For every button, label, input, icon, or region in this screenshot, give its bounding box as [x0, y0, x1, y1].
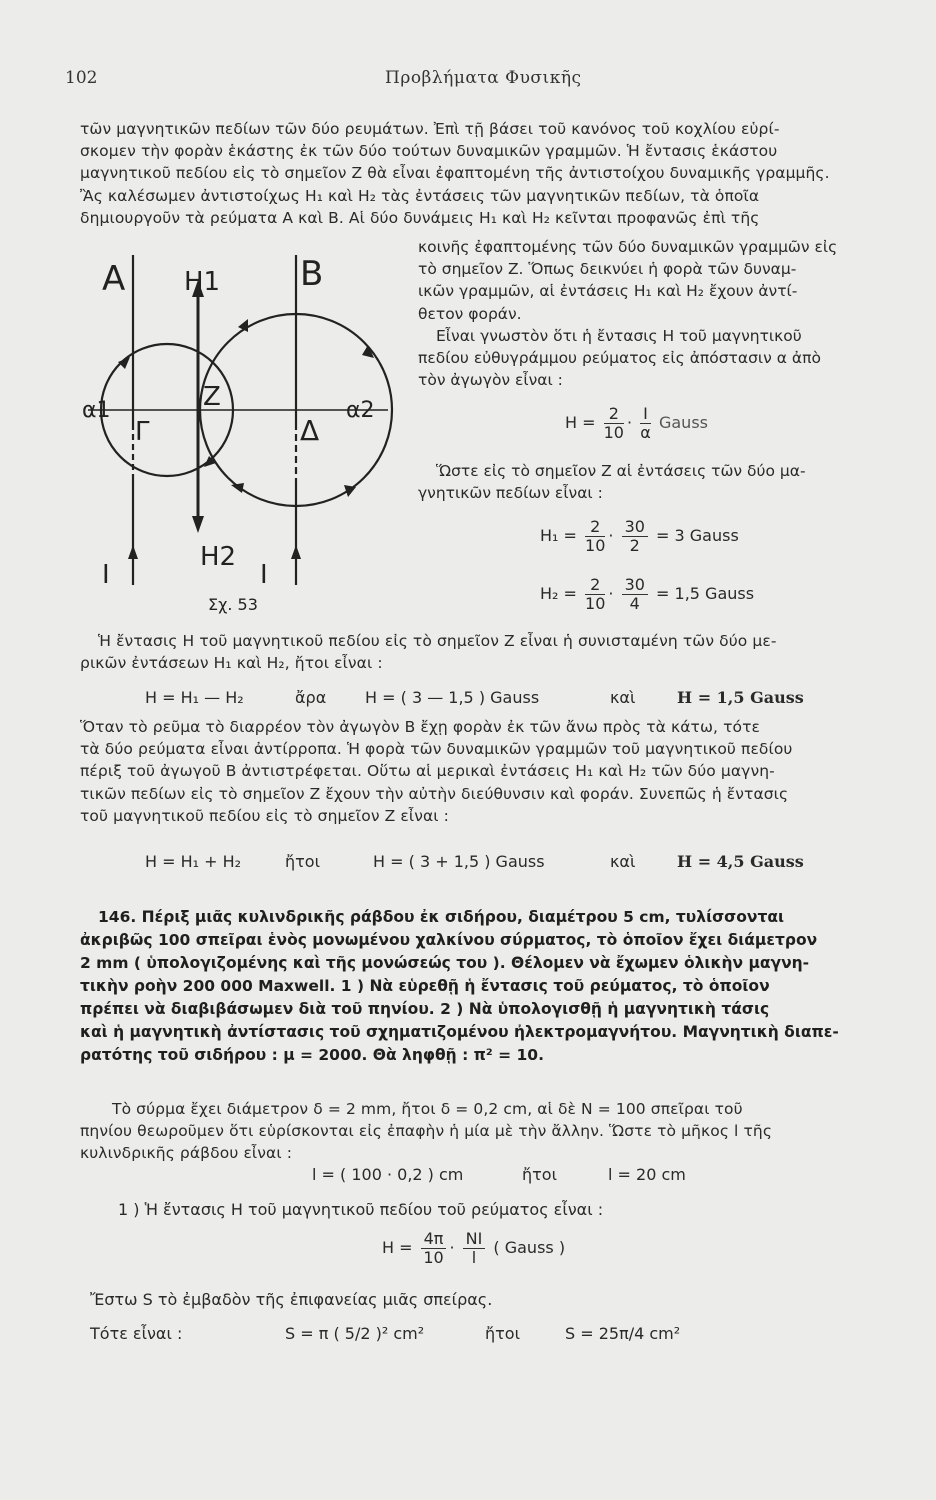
text-line: τικῶν πεδίων εἰς τὸ σημεῖον Ζ ἔχουν τὴν αὐτὴν διεύθυνσιν καὶ φοράν. Συνεπῶς ἡ ἔντασις: [80, 784, 789, 803]
fraction: $\frac{2}{10}$: [585, 517, 606, 555]
step-1: 1 ) Ἡ ἔντασις Η τοῦ μαγνητικοῦ πεδίου τοῦ ρεύματος εἶναι :: [118, 1200, 604, 1219]
running-title: Προβλήματα Φυσικῆς: [385, 68, 582, 88]
fraction: $\frac{30}{4}$: [622, 576, 648, 613]
text-line: ρικῶν ἐντάσεων H₁ καὶ H₂, ἤτοι εἶναι :: [80, 654, 383, 673]
paragraph-opposite-current: [80, 716, 880, 827]
text-line: Ἡ ἔντασις Η τοῦ μαγνητικοῦ πεδίου εἰς τὸ σημεῖον Ζ εἶναι ἡ συνισταμένη τῶν δύο με-: [98, 632, 777, 650]
fraction: $\frac{NI}{l}$: [463, 1230, 486, 1267]
text-line: τὰ δύο ρεύματα εἶναι ἀντίρροπα. Ἡ φορὰ τῶν δυναμικῶν γραμμῶν τοῦ μαγνητικοῦ πεδίου: [80, 740, 793, 759]
figure-caption: Σχ. 53: [208, 595, 258, 614]
intro-paragraph: [80, 118, 880, 229]
text-line: ἀκριβῶς 100 σπεῖραι ἑνὸς μονωμένου χαλκίνου σύρματος, τὸ ὁποῖον ἔχει διάμετρον: [80, 931, 818, 949]
text-line: πέριξ τοῦ ἀγωγοῦ Β ἀντιστρέφεται. Οὕτω αἱ μερικαὶ ἐντάσεις H₁ καὶ H₂ τῶν δύο μαγνη-: [80, 762, 775, 781]
text-line: Τὸ σύρμα ἔχει διάμετρον δ = 2 mm, ἤτοι δ = 0,2 cm, αἱ δὲ N = 100 σπεῖραι τοῦ: [112, 1100, 743, 1118]
text-line: πεδίου εὐθυγράμμου ρεύματος εἰς ἀπόστασιν α ἀπὸ: [418, 349, 821, 368]
text-line: ρατότης τοῦ σιδήρου : μ = 2000. Θὰ ληφθῇ : π² = 10.: [80, 1046, 544, 1064]
text-line: δημιουργοῦν τὰ ρεύματα Α καὶ Β. Αἱ δύο δυνάμεις H₁ καὶ H₂ κεῖνται προφανῶς ἐπὶ τῆς: [80, 208, 760, 227]
text-line: τὸν ἀγωγὸν εἶναι :: [418, 371, 563, 390]
formula-general: H = $\frac{2}{10}$ · $\frac{I}{\alpha}$ Gauss: [565, 404, 708, 442]
label-b: B: [300, 254, 324, 294]
fraction: $\frac{30}{2}$: [622, 518, 648, 555]
side-paragraph-2: [418, 460, 880, 504]
label-delta: Δ: [300, 414, 320, 447]
text-line: ικῶν γραμμῶν, αἱ ἐντάσεις H₁ καὶ H₂ ἔχουν ἀντί-: [418, 282, 798, 301]
fraction: $\frac{I}{\alpha}$: [640, 404, 651, 442]
text-line: τὸ σημεῖον Ζ. Ὅπως δεικνύει ἡ φορὰ τῶν δυναμ-: [418, 260, 797, 279]
text-line: 2 mm ( ὑπολογιζομένης καὶ τῆς μονώσεώς του ). Θέλομεν νὰ ἔχωμεν ὁλικὴν μαγνη-: [80, 954, 810, 972]
page-number: 102: [65, 68, 98, 88]
field-arrow-icon: [231, 483, 244, 493]
label-a2: α2: [346, 398, 375, 423]
label-a1: α1: [82, 398, 111, 423]
text-line: Ὅταν τὸ ρεῦμα τὸ διαρρέον τὸν ἀγωγὸν Β ἔχῃ φορὰν ἐκ τῶν ἄνω πρὸς τὰ κάτω, τότε: [80, 718, 761, 736]
text-line: τοῦ μαγνητικοῦ πεδίου εἰς τὸ σημεῖον Ζ εἶναι :: [80, 806, 449, 825]
h2-arrowhead-icon: [192, 516, 204, 533]
label-h1: H1: [184, 267, 221, 297]
label-gamma: Γ: [135, 417, 150, 447]
formula-h2: H₂ = $\frac{2}{10}$ · $\frac{30}{4}$ = 1,5 Gauss: [540, 575, 755, 613]
area-definition: Ἔστω S τὸ ἐμβαδὸν τῆς ἐπιφανείας μιᾶς σπείρας.: [90, 1290, 493, 1309]
equation-sum: H = H₁ + H₂ ἤτοι H = ( 3 + 1,5 ) Gauss καὶ H = 4,5 Gauss: [145, 852, 804, 871]
solution-paragraph: [80, 1098, 880, 1165]
paragraph-resultant: [80, 630, 880, 674]
label-i2: I: [260, 560, 268, 590]
label-i1: I: [102, 560, 110, 590]
text-line: πρέπει νὰ διαβιβάσωμεν διὰ τοῦ πηνίου. 2 ) Νὰ ὑπολογισθῇ ἡ μαγνητικὴ τάσις: [80, 1000, 770, 1018]
text-line: θετον φοράν.: [418, 304, 522, 323]
fraction: $\frac{4\pi}{10}$: [421, 1230, 447, 1267]
equation-length: l = ( 100 · 0,2 ) cm ἤτοι l = 20 cm: [312, 1165, 686, 1184]
text-line: τικὴν ροὴν 200 000 Maxwell. 1 ) Νὰ εὑρεθῇ ἡ ἔντασις τοῦ ρεύματος, τὸ ὁποῖον: [80, 977, 770, 995]
side-paragraph: [418, 236, 880, 391]
text-line: τῶν μαγνητικῶν πεδίων τῶν δύο ρευμάτων. Ἐπὶ τῇ βάσει τοῦ κανόνος τοῦ κοχλίου εὑρί-: [80, 120, 780, 138]
fraction: $\frac{2}{10}$: [603, 404, 624, 442]
text-line: κυλινδρικῆς ράβδου εἶναι :: [80, 1144, 293, 1163]
figure-53: [78, 245, 408, 625]
fraction: $\frac{2}{10}$: [585, 575, 606, 613]
text-line: Ἂς καλέσωμεν ἀντιστοίχως H₁ καὶ H₂ τὰς ἐντάσεις τῶν μαγνητικῶν πεδίων, τὰ ὁποῖα: [80, 186, 760, 205]
text-line: γνητικῶν πεδίων εἶναι :: [418, 484, 603, 503]
text-line: κοινῆς ἐφαπτομένης τῶν δύο δυναμικῶν γραμμῶν εἰς: [418, 238, 838, 256]
text-line: Εἶναι γνωστὸν ὅτι ἡ ἔντασις Η τοῦ μαγνητικοῦ: [436, 326, 802, 345]
formula-h1: H₁ = $\frac{2}{10}$ · $\frac{30}{2}$ = 3 Gauss: [540, 517, 739, 555]
equation-difference: H = H₁ — H₂ ἄρα H = ( 3 — 1,5 ) Gauss καὶ H = 1,5 Gauss: [145, 688, 804, 707]
text-line: πηνίου θεωροῦμεν ὅτι εὑρίσκονται εἰς ἐπαφὴν ἡ μία μὲ τὴν ἄλλην. Ὥστε τὸ μῆκος l τῆς: [80, 1122, 773, 1141]
text-line: μαγνητικοῦ πεδίου εἰς τὸ σημεῖον Ζ θὰ εἶναι ἐφαπτομένη τῆς ἀντιστοίχου δυναμικῆς γραμμῆς.: [80, 164, 830, 183]
text-line: 146. Πέριξ μιᾶς κυλινδρικῆς ράβδου ἐκ σιδήρου, διαμέτρου 5 cm, τυλίσσονται: [98, 908, 785, 926]
formula-field-intensity: H = $\frac{4\pi}{10}$ · $\frac{NI}{l}$ ( Gauss ): [382, 1229, 566, 1267]
text-line: καὶ ἡ μαγνητικὴ ἀντίστασις τοῦ σχηματιζομένου ἠλεκτρομαγνήτου. Μαγνητικὴ διαπε-: [80, 1023, 839, 1041]
text-line: σκομεν τὴν φορὰν ἑκάστης ἐκ τῶν δύο τούτων δυναμικῶν γραμμῶν. Ἡ ἔντασις ἑκάστου: [80, 142, 778, 161]
equation-area: Τότε εἶναι : S = π ( 5/2 )² cm² ἤτοι S = 25π/4 cm²: [90, 1324, 681, 1343]
text-line: Ὥστε εἰς τὸ σημεῖον Ζ αἱ ἐντάσεις τῶν δύο μα-: [436, 462, 806, 480]
label-a: A: [102, 259, 126, 299]
label-h2: H2: [200, 542, 237, 572]
label-z: Z: [203, 382, 221, 412]
problem-146: [80, 906, 880, 1067]
